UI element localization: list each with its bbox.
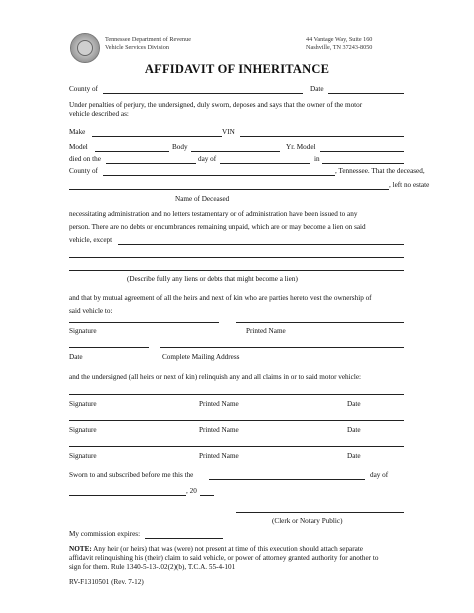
died-on-label: died on the	[69, 155, 101, 163]
heir3-signature-caption: Signature	[69, 452, 97, 460]
date-input[interactable]	[329, 84, 403, 94]
agency-name: Tennessee Department of Revenue	[105, 36, 191, 43]
county-of-death-label: County of	[69, 167, 98, 175]
date-caption: Date	[69, 353, 83, 361]
yr-model-label: Yr. Model	[286, 143, 316, 151]
transferee-signature-input[interactable]	[70, 313, 218, 323]
vin-label: VIN	[222, 128, 235, 136]
intro-text-2: vehicle described as:	[69, 110, 129, 118]
clerk-notary-caption: (Clerk or Notary Public)	[272, 517, 343, 525]
heir2-signature-caption: Signature	[69, 426, 97, 434]
heir3-printed-name-caption: Printed Name	[199, 452, 239, 460]
make-label: Make	[69, 128, 86, 136]
left-no-estate-text: , left no estate	[389, 181, 430, 189]
heir1-signature-input[interactable]	[70, 385, 403, 395]
county-input[interactable]	[104, 84, 302, 94]
sworn-year-input[interactable]	[201, 486, 213, 496]
tennessee-state-seal-icon	[70, 33, 100, 63]
intro-text-1: Under penalties of perjury, the undersigned, duly sworn, deposes and says that the owner of the motor	[69, 101, 363, 109]
except-input-1[interactable]	[119, 235, 403, 245]
vehicle-except-label: vehicle, except	[69, 236, 113, 244]
necessitating-text-2: person. There are no debts or encumbrances remaining unpaid, which are or may become a lien on said	[69, 223, 366, 231]
note-text-1: Any heir (or heirs) that was (were) not present at time of this execution should attach separate	[91, 545, 364, 553]
commission-expires-input[interactable]	[146, 529, 222, 539]
sworn-day-of-label: day of	[370, 471, 389, 479]
commission-expires-label: My commission expires:	[69, 530, 141, 538]
form-title: AFFIDAVIT OF INHERITANCE	[144, 62, 330, 76]
heir1-printed-name-caption: Printed Name	[199, 400, 239, 408]
form-number: RV-F1310501 (Rev. 7-12)	[69, 578, 144, 586]
sworn-month-input[interactable]	[70, 486, 185, 496]
died-day-input[interactable]	[107, 154, 195, 164]
heir3-signature-input[interactable]	[70, 437, 403, 447]
model-label: Model	[69, 143, 88, 151]
heir1-date-caption: Date	[347, 400, 361, 408]
agreement-text-1: and that by mutual agreement of all the heirs and next of kin who are parties hereto vest the ownership of	[69, 294, 372, 302]
agency-address-line1: 44 Vantage Way, Suite 160	[306, 36, 373, 43]
yr-model-input[interactable]	[321, 142, 403, 152]
note-line-1	[69, 545, 363, 554]
heir2-printed-name-caption: Printed Name	[199, 426, 239, 434]
sworn-year-prefix: , 20	[186, 487, 197, 495]
note-text-2: affidavit relinquishing his (their) claim to said vehicle, or power of attorney granted authority for another to	[69, 554, 379, 562]
sworn-day-input[interactable]	[210, 470, 364, 480]
died-month-input[interactable]	[221, 154, 309, 164]
sworn-text: Sworn to and subscribed before me this the	[69, 471, 194, 479]
signature-caption: Signature	[69, 327, 97, 335]
vin-input[interactable]	[241, 127, 403, 137]
date-label: Date	[310, 85, 324, 93]
in-label: in	[314, 155, 320, 163]
except-input-3[interactable]	[70, 261, 403, 271]
agreement-text-2: said vehicle to:	[69, 307, 113, 315]
describe-liens-caption: (Describe fully any liens or debts that might become a lien)	[127, 275, 298, 283]
heir3-date-caption: Date	[347, 452, 361, 460]
deceased-name-input[interactable]	[70, 180, 388, 190]
day-of-label: day of	[198, 155, 217, 163]
except-input-2[interactable]	[70, 248, 403, 258]
transferee-printed-name-input[interactable]	[237, 313, 403, 323]
relinquish-text: and the undersigned (all heirs or next of kin) relinquish any and all claims in or to said motor vehicle:	[69, 373, 362, 381]
note-text-3: sign for them. Rule 1340-5-13-.02(2)(b), T.C.A. 55-4-101	[69, 563, 236, 571]
transferee-date-input[interactable]	[70, 338, 148, 348]
died-place-input[interactable]	[323, 154, 403, 164]
agency-division: Vehicle Services Division	[105, 44, 169, 51]
name-of-deceased-caption: Name of Deceased	[175, 195, 230, 203]
tennessee-deceased-text: , Tennessee. That the deceased,	[335, 167, 425, 175]
necessitating-text-1: necessitating administration and no letters testamentary or of administration have been issued to any	[69, 210, 358, 218]
agency-address-line2: Nashville, TN 37243-8050	[306, 44, 373, 51]
note-label: NOTE:	[69, 545, 92, 553]
body-input[interactable]	[192, 142, 279, 152]
mailing-address-input[interactable]	[161, 338, 403, 348]
county-of-death-input[interactable]	[104, 166, 334, 176]
printed-name-caption: Printed Name	[246, 327, 286, 335]
mailing-address-caption: Complete Mailing Address	[162, 353, 240, 361]
heir2-date-caption: Date	[347, 426, 361, 434]
make-input[interactable]	[93, 127, 221, 137]
model-input[interactable]	[96, 142, 168, 152]
county-label: County of	[69, 85, 98, 93]
heir2-signature-input[interactable]	[70, 411, 403, 421]
body-label: Body	[172, 143, 188, 151]
notary-signature-input[interactable]	[237, 503, 403, 513]
heir1-signature-caption: Signature	[69, 400, 97, 408]
